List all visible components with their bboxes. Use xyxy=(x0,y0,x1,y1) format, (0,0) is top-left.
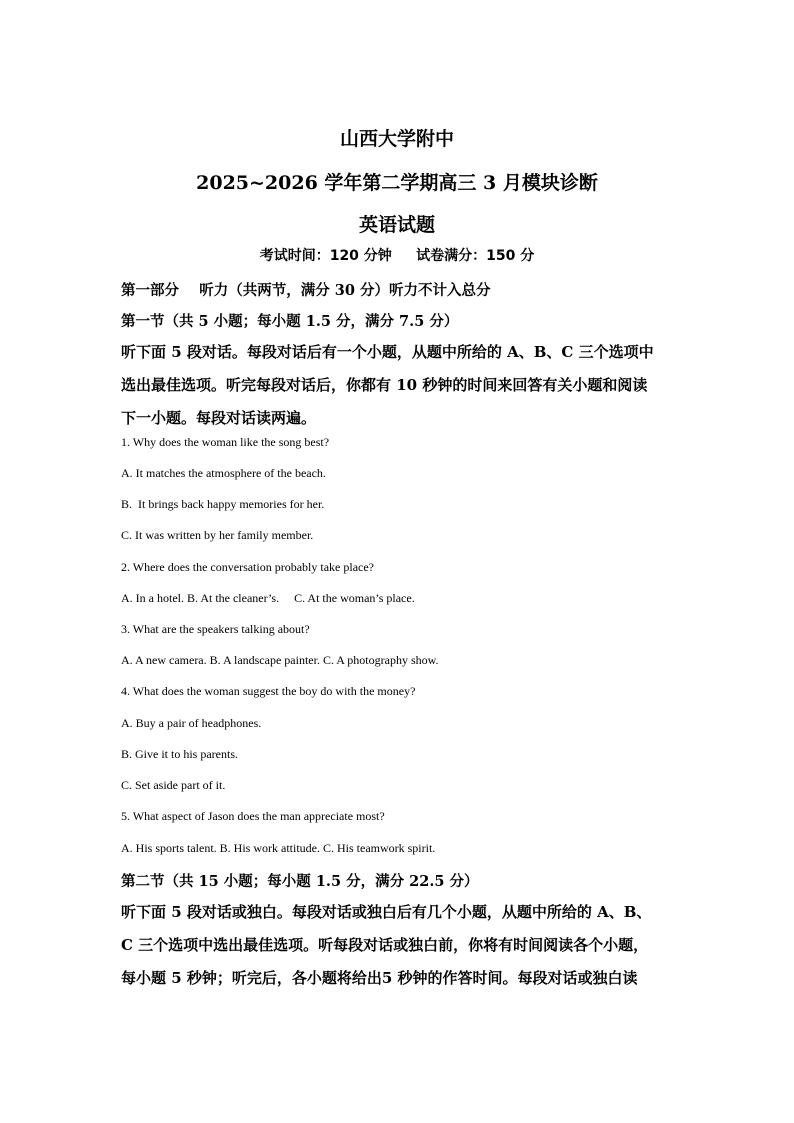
exam-title: 2025~2026 学年第二学期高三 3 月模块诊断 xyxy=(196,172,598,194)
instruction-line: 听下面 5 段对话或独白。每段对话或独白后有几个小题，从题中所给的 A、B、 xyxy=(121,903,652,921)
instruction-line: 下一小题。每段对话读两遍。 xyxy=(121,409,317,427)
option-4a: A. Buy a pair of headphones. xyxy=(121,716,262,730)
instruction-line: 每小题 5 秒钟；听完后，各小题将给出5 秒钟的作答时间。每段对话或独白读 xyxy=(121,969,638,987)
options-5: A. His sports talent. B. His work attitude. C. His teamwork spirit. xyxy=(121,841,436,855)
section2-instructions xyxy=(121,896,681,995)
question-1: 1. Why does the woman like the song best? xyxy=(121,435,330,449)
question-3: 3. What are the speakers talking about? xyxy=(121,622,310,636)
subject-title: 英语试题 xyxy=(358,214,435,236)
exam-meta: 考试时间：120 分钟 试卷满分：150 分 xyxy=(259,248,535,264)
question-5: 5. What aspect of Jason does the man appreciate most? xyxy=(121,809,385,823)
option-1a: A. It matches the atmosphere of the beach. xyxy=(121,466,326,480)
instruction-line: C 三个选项中选出最佳选项。听每段对话或独白前，你将有时间阅读各个小题， xyxy=(121,936,649,954)
option-1c: C. It was written by her family member. xyxy=(121,528,314,542)
option-4c: C. Set aside part of it. xyxy=(121,778,226,792)
section2-heading: 第二节（共 15 小题；每小题 1.5 分，满分 22.5 分） xyxy=(121,873,479,890)
option-4b: B. Give it to his parents. xyxy=(121,747,238,761)
instruction-line: 选出最佳选项。听完每段对话后，你都有 10 秒钟的时间来回答有关小题和阅读 xyxy=(121,376,648,394)
question-2: 2. Where does the conversation probably take place? xyxy=(121,560,375,574)
section1-heading: 第一节（共 5 小题；每小题 1.5 分，满分 7.5 分） xyxy=(121,313,459,330)
question-4: 4. What does the woman suggest the boy do with the money? xyxy=(121,684,416,698)
part1-heading: 第一部分 听力（共两节，满分 30 分）听力不计入总分 xyxy=(121,282,491,299)
school-name: 山西大学附中 xyxy=(339,128,454,150)
options-2: A. In a hotel. B. At the cleaner’s. C. At the woman’s place. xyxy=(121,591,415,605)
instruction-line: 听下面 5 段对话。每段对话后有一个小题，从题中所给的 A、B、C 三个选项中 xyxy=(121,343,654,361)
section1-instructions xyxy=(121,336,681,435)
option-1b: B. It brings back happy memories for her. xyxy=(121,497,325,511)
options-3: A. A new camera. B. A landscape painter. C. A photography show. xyxy=(121,653,439,667)
